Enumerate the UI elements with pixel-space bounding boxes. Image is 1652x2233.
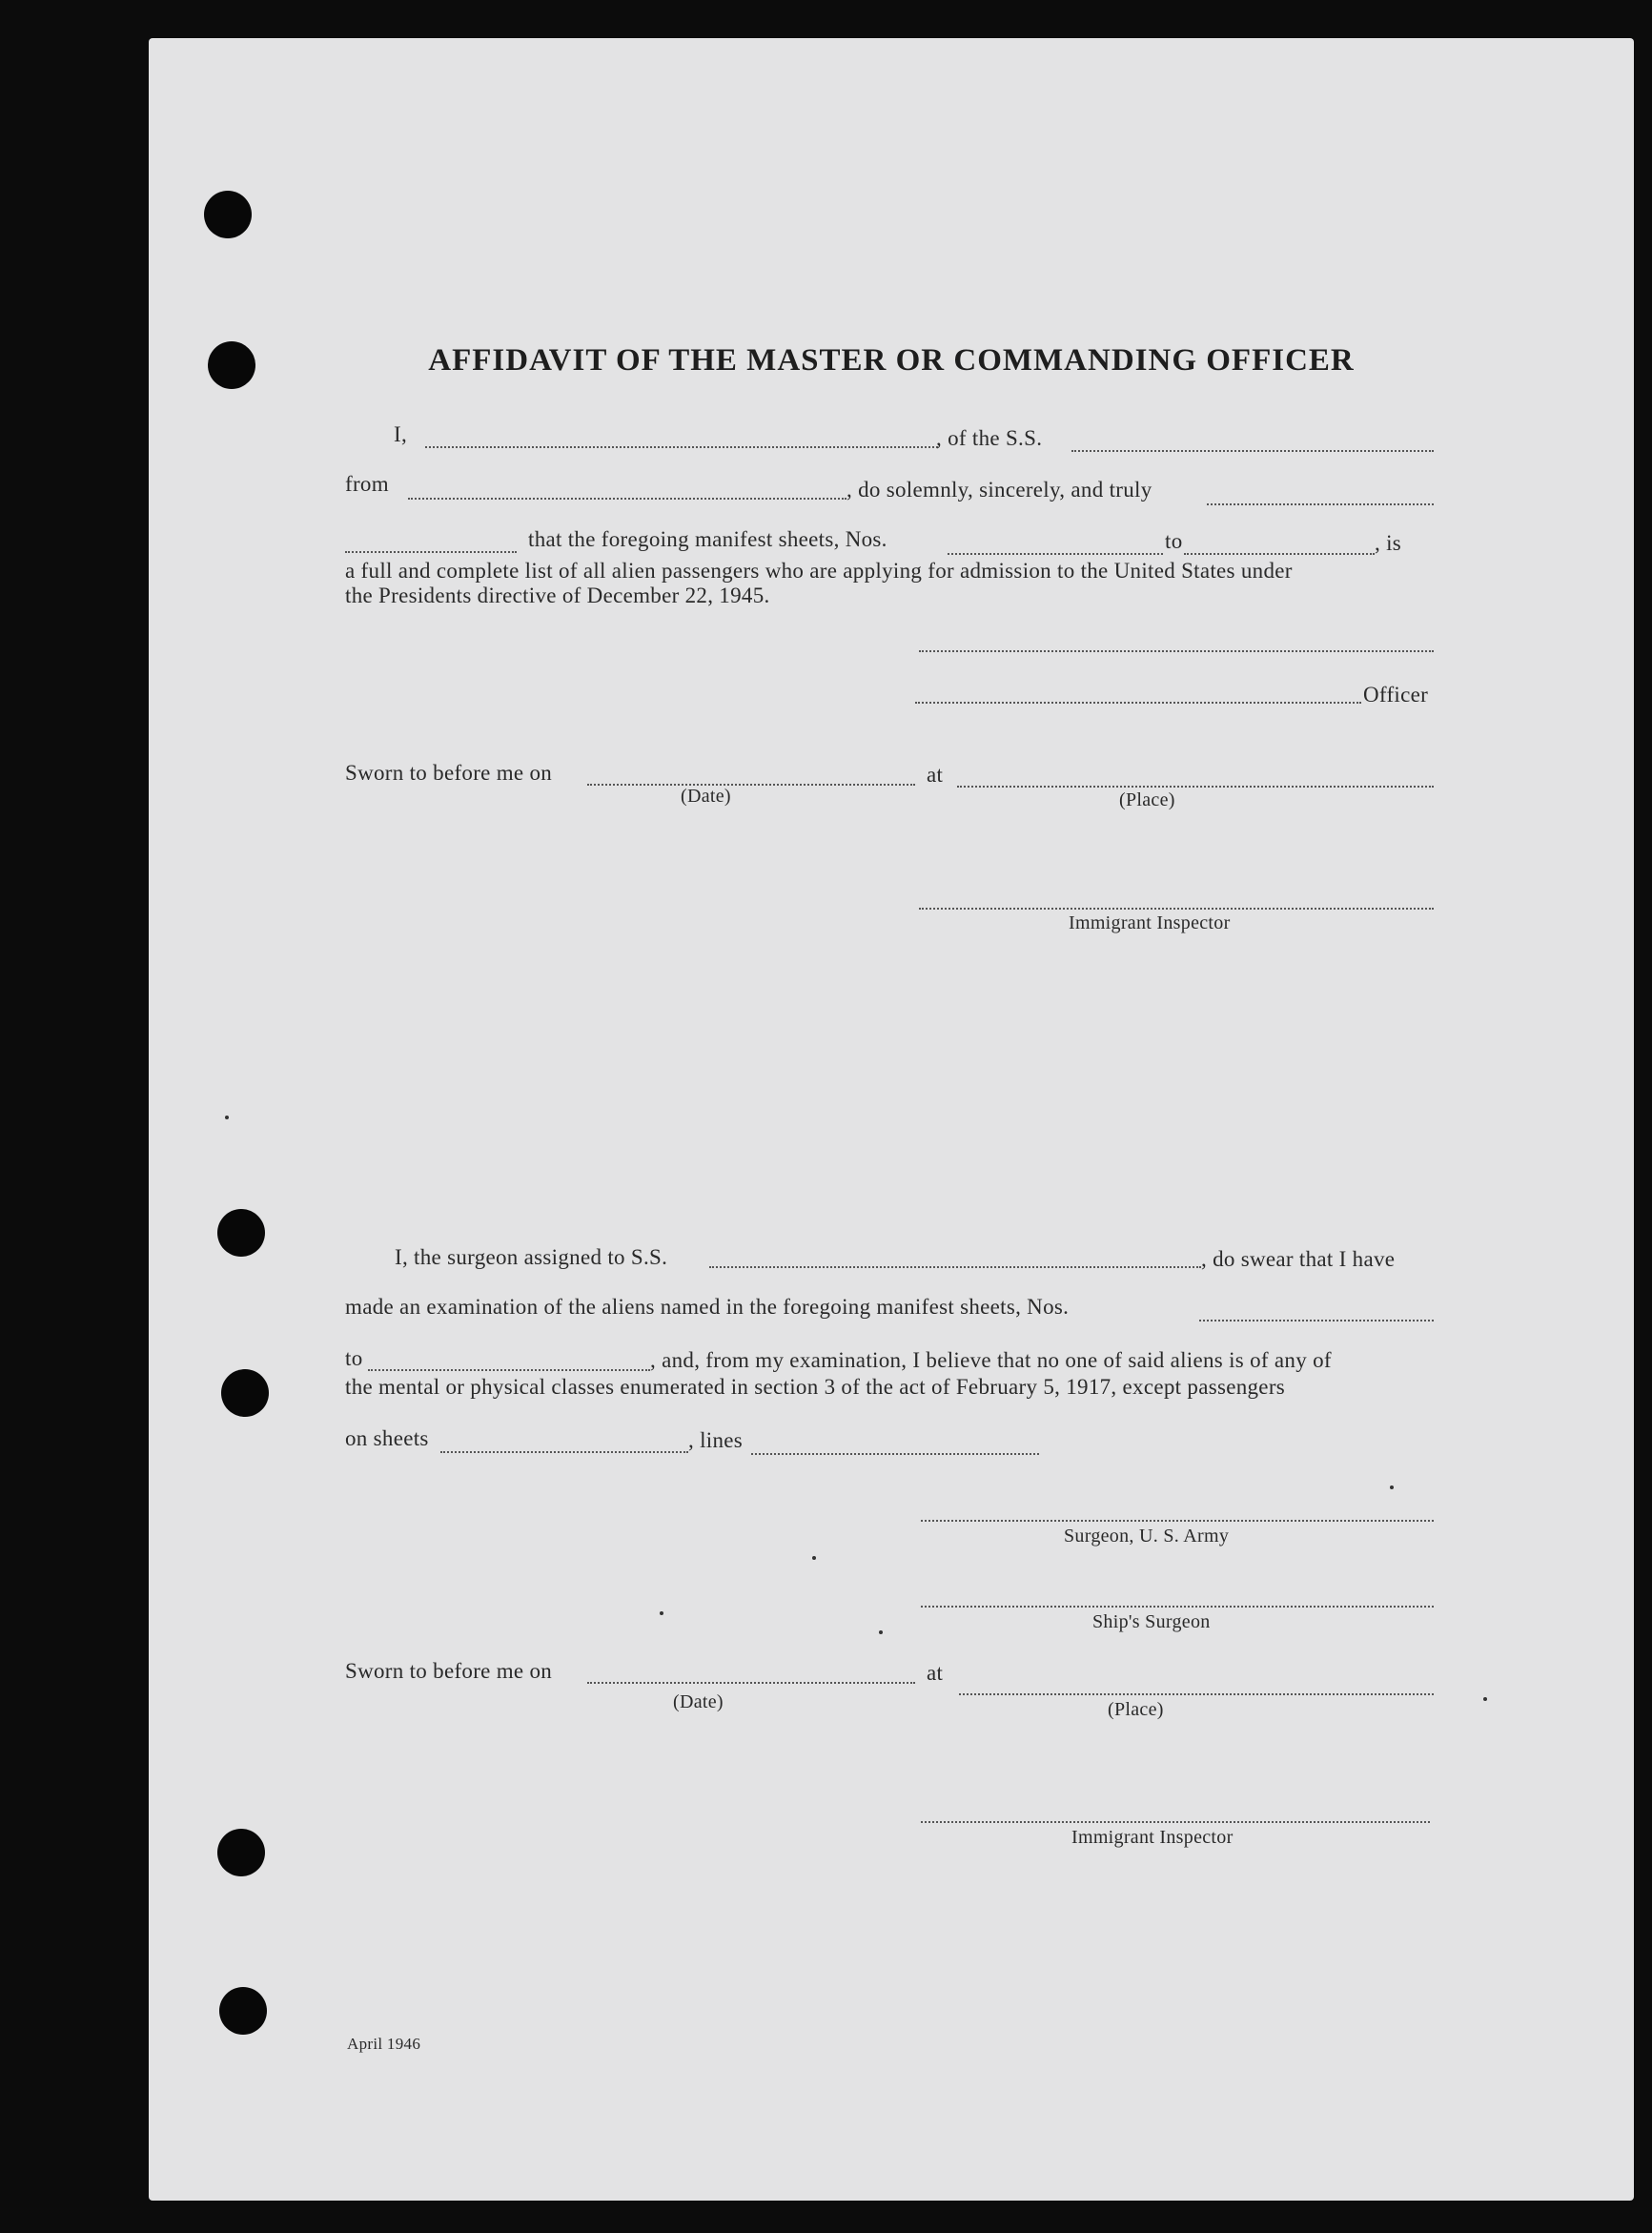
surgeon-sworn-date-field[interactable]	[587, 1682, 915, 1684]
punch-hole	[217, 1209, 265, 1257]
place-caption: (Place)	[1119, 789, 1175, 810]
surgeon-statement: , and, from my examination, I believe that no one of said aliens is of any of	[650, 1348, 1332, 1372]
surgeon-sheets-from-field[interactable]	[1199, 1320, 1434, 1321]
surgeon-line1-label: I, the surgeon assigned to S.S.	[395, 1245, 668, 1269]
master-line1-label: , of the S.S.	[936, 426, 1043, 450]
scan-speck	[1390, 1485, 1394, 1489]
master-name-field[interactable]	[425, 446, 938, 448]
master-line3-label: to	[1165, 529, 1183, 553]
form-date-footer: April 1946	[347, 2035, 421, 2053]
surgeon-statement: the mental or physical classes enumerated in section 3 of the act of February 5, 1917, except passengers	[345, 1375, 1286, 1399]
declaration-field[interactable]	[1207, 503, 1434, 505]
surgeon-line3-label: to	[345, 1346, 363, 1370]
ship-surgeon-caption: Ship's Surgeon	[1092, 1611, 1211, 1632]
scan-speck	[225, 1116, 229, 1119]
port-field[interactable]	[408, 498, 846, 500]
punch-hole	[221, 1369, 269, 1417]
master-line3-label: , is	[1375, 531, 1402, 555]
sworn-label: Sworn to before me on	[345, 761, 553, 785]
at-label: at	[927, 1661, 944, 1685]
sworn-date-field[interactable]	[587, 784, 915, 786]
verb-field[interactable]	[345, 551, 517, 553]
except-sheets-field[interactable]	[440, 1451, 688, 1453]
date-caption: (Date)	[681, 786, 731, 807]
surgeon-line1-label: , do swear that I have	[1201, 1247, 1396, 1271]
master-statement: the Presidents directive of December 22, 1945.	[345, 584, 770, 607]
master-line1-label: I,	[394, 422, 408, 446]
date-caption: (Date)	[673, 1691, 724, 1712]
surgeon-sworn-place-field[interactable]	[959, 1693, 1434, 1695]
punch-hole	[217, 1829, 265, 1876]
inspector-caption: Immigrant Inspector	[1071, 1827, 1234, 1848]
at-label: at	[927, 763, 944, 787]
surgeon-inspector-signature-field[interactable]	[921, 1821, 1430, 1823]
scan-speck	[879, 1630, 883, 1634]
surgeon-ship-field[interactable]	[709, 1266, 1201, 1268]
sworn-label: Sworn to before me on	[345, 1659, 553, 1683]
master-line3-label: that the foregoing manifest sheets, Nos.	[528, 527, 887, 551]
punch-hole	[204, 191, 252, 238]
surgeon-line5-label: on sheets	[345, 1426, 429, 1450]
master-statement: a full and complete list of all alien passengers who are applying for admission to the United States under	[345, 559, 1293, 583]
army-surgeon-signature-field[interactable]	[921, 1520, 1434, 1522]
punch-hole	[219, 1987, 267, 2035]
surgeon-sheets-to-field[interactable]	[368, 1369, 650, 1371]
officer-title-field[interactable]	[915, 702, 1361, 704]
master-line2-label: from	[345, 472, 389, 496]
surgeon-statement: made an examination of the aliens named in the foregoing manifest sheets, Nos.	[345, 1295, 1070, 1319]
sheets-to-field[interactable]	[1184, 553, 1375, 555]
sworn-place-field[interactable]	[957, 786, 1434, 788]
scan-speck	[1483, 1697, 1487, 1701]
surgeon-line5-label: , lines	[688, 1428, 744, 1452]
except-lines-field[interactable]	[751, 1453, 1039, 1455]
scan-speck	[660, 1611, 663, 1615]
form-title: AFFIDAVIT OF THE MASTER OR COMMANDING OFFICER	[428, 343, 1355, 378]
inspector-signature-field[interactable]	[919, 908, 1434, 910]
army-surgeon-caption: Surgeon, U. S. Army	[1064, 1526, 1230, 1547]
officer-signature-field[interactable]	[919, 650, 1434, 652]
master-line2-label: , do solemnly, sincerely, and truly	[846, 478, 1152, 502]
ship-name-field[interactable]	[1071, 450, 1434, 452]
sheets-from-field[interactable]	[948, 553, 1163, 555]
ship-surgeon-signature-field[interactable]	[921, 1606, 1434, 1608]
form-page	[149, 38, 1634, 2201]
officer-label: Officer	[1363, 683, 1429, 707]
scan-speck	[812, 1556, 816, 1560]
place-caption: (Place)	[1108, 1699, 1164, 1720]
inspector-caption: Immigrant Inspector	[1069, 912, 1231, 933]
